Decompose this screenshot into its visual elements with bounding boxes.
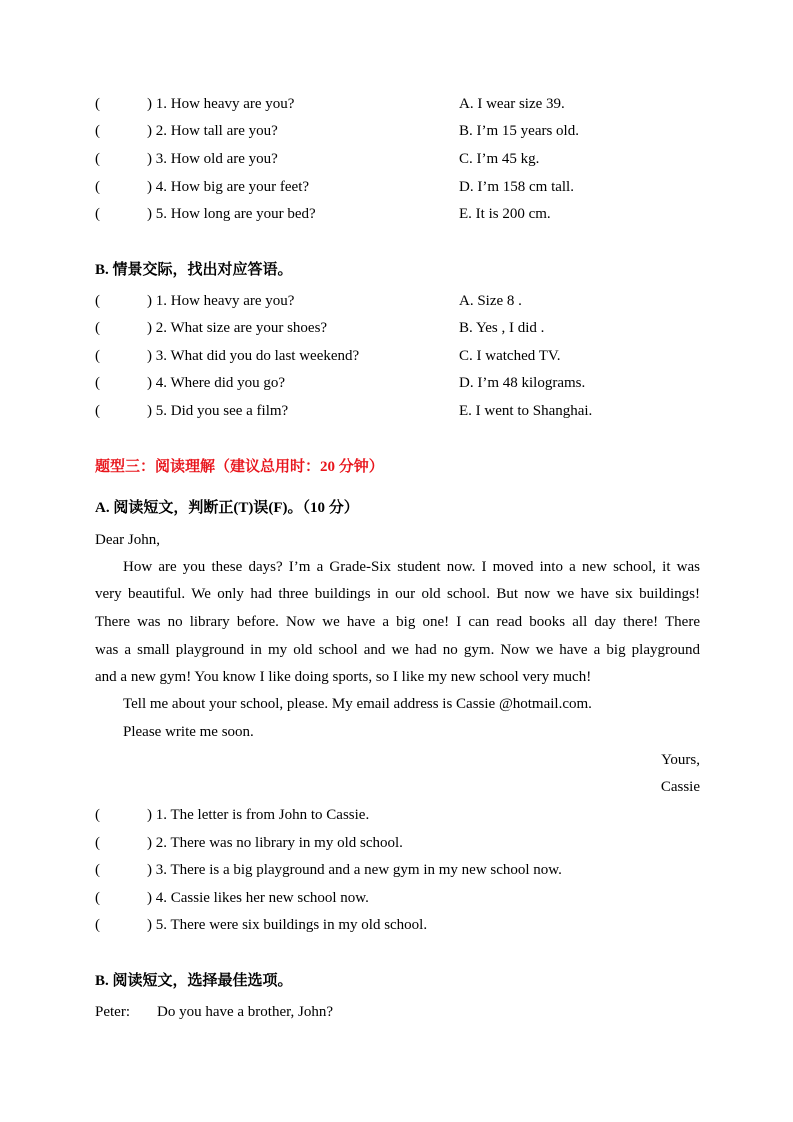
question-text: ) 4. How big are your feet?	[147, 179, 310, 195]
reading-b-heading	[95, 971, 700, 991]
answer-option: C. I’m 45 kg.	[459, 151, 540, 167]
letter-body-line	[95, 612, 700, 632]
question-text: ) 2. What size are your shoes?	[147, 320, 328, 336]
question-text: ) 3. There is a big playground and a new gym in my new school now.	[147, 862, 562, 878]
signature-text: Cassie	[660, 779, 700, 795]
answer-option: E. I went to Shanghai.	[459, 403, 593, 419]
question-row	[95, 915, 700, 935]
question-text: ) 3. How old are you?	[147, 151, 278, 167]
answer-blank: (	[95, 320, 100, 336]
answer-option: B. Yes , I did .	[459, 320, 545, 336]
answer-blank: (	[95, 917, 100, 933]
question-text: ) 1. How heavy are you?	[147, 293, 295, 309]
answer-blank: (	[95, 151, 100, 167]
match-row	[95, 204, 700, 224]
match-row	[95, 177, 700, 197]
letter-body-line	[95, 557, 700, 577]
match-row	[95, 318, 700, 338]
answer-blank: (	[95, 206, 100, 222]
heading-text: B. 情景交际，找出对应答语。	[95, 262, 293, 278]
match-row	[95, 346, 700, 366]
answer-blank: (	[95, 375, 100, 391]
letter-signature	[95, 777, 700, 797]
body-text: There was no library before. Now we have a big one! I can read books all day there! There	[95, 614, 700, 630]
answer-blank: (	[95, 293, 100, 309]
question-row	[95, 888, 700, 908]
body-text: and a new gym! You know I like doing sports, so I like my new school very much!	[95, 669, 592, 685]
answer-blank: (	[95, 403, 100, 419]
question-text: ) 1. The letter is from John to Cassie.	[147, 807, 370, 823]
answer-option: A. Size 8 .	[459, 293, 522, 309]
letter-greeting	[95, 530, 700, 550]
section-title	[95, 457, 700, 477]
question-text: ) 5. There were six buildings in my old school.	[147, 917, 428, 933]
match-row	[95, 373, 700, 393]
question-row	[95, 805, 700, 825]
match-row	[95, 121, 700, 141]
answer-blank: (	[95, 348, 100, 364]
answer-option: D. I’m 158 cm tall.	[459, 179, 574, 195]
match-row	[95, 149, 700, 169]
dialogue-line	[95, 1002, 700, 1022]
answer-blank: (	[95, 862, 100, 878]
heading-text: A. 阅读短文，判断正(T)误(F)。（10 分）	[95, 500, 359, 516]
answer-option: D. I’m 48 kilograms.	[459, 375, 586, 391]
closing-text: Yours,	[661, 752, 700, 768]
dialogue-text: Do you have a brother, John?	[157, 1004, 334, 1020]
question-text: ) 5. Did you see a film?	[147, 403, 289, 419]
question-text: ) 5. How long are your bed?	[147, 206, 316, 222]
match-row	[95, 94, 700, 114]
question-row	[95, 833, 700, 853]
body-text: Please write me soon.	[123, 724, 254, 740]
heading-text: B. 阅读短文，选择最佳选项。	[95, 973, 293, 989]
greeting-text: Dear John,	[95, 532, 160, 548]
speaker: Peter:	[95, 1004, 130, 1020]
body-text: very beautiful. We only had three buildings in our old school. But now we have six buildings!	[95, 586, 700, 602]
section-title-text: 题型三：阅读理解（建议总用时：20 分钟）	[95, 459, 384, 475]
question-text: ) 2. How tall are you?	[147, 123, 278, 139]
letter-line	[95, 722, 700, 742]
question-text: ) 4. Where did you go?	[147, 375, 286, 391]
answer-option: A. I wear size 39.	[459, 96, 565, 112]
answer-blank: (	[95, 890, 100, 906]
question-text: ) 2. There was no library in my old school.	[147, 835, 403, 851]
letter-body-line	[95, 640, 700, 660]
letter-body-line	[95, 584, 700, 604]
answer-blank: (	[95, 123, 100, 139]
part-b-heading	[95, 260, 700, 280]
body-text: How are you these days? I’m a Grade-Six student now. I moved into a new school, it was	[123, 559, 700, 575]
answer-option: C. I watched TV.	[459, 348, 561, 364]
answer-option: B. I’m 15 years old.	[459, 123, 579, 139]
reading-a-heading	[95, 498, 700, 518]
question-text: ) 3. What did you do last weekend?	[147, 348, 360, 364]
letter-closing	[95, 750, 700, 770]
answer-blank: (	[95, 835, 100, 851]
question-text: ) 4. Cassie likes her new school now.	[147, 890, 369, 906]
question-row	[95, 860, 700, 880]
letter-body-line	[95, 667, 700, 687]
body-text: was a small playground in my old school and we had no gym. Now we have a big playground	[95, 642, 700, 658]
answer-blank: (	[95, 807, 100, 823]
match-row	[95, 401, 700, 421]
answer-blank: (	[95, 96, 100, 112]
match-row	[95, 291, 700, 311]
question-text: ) 1. How heavy are you?	[147, 96, 295, 112]
body-text: Tell me about your school, please. My email address is Cassie @hotmail.com.	[123, 696, 592, 712]
letter-line	[95, 694, 700, 714]
answer-blank: (	[95, 179, 100, 195]
answer-option: E. It is 200 cm.	[459, 206, 551, 222]
